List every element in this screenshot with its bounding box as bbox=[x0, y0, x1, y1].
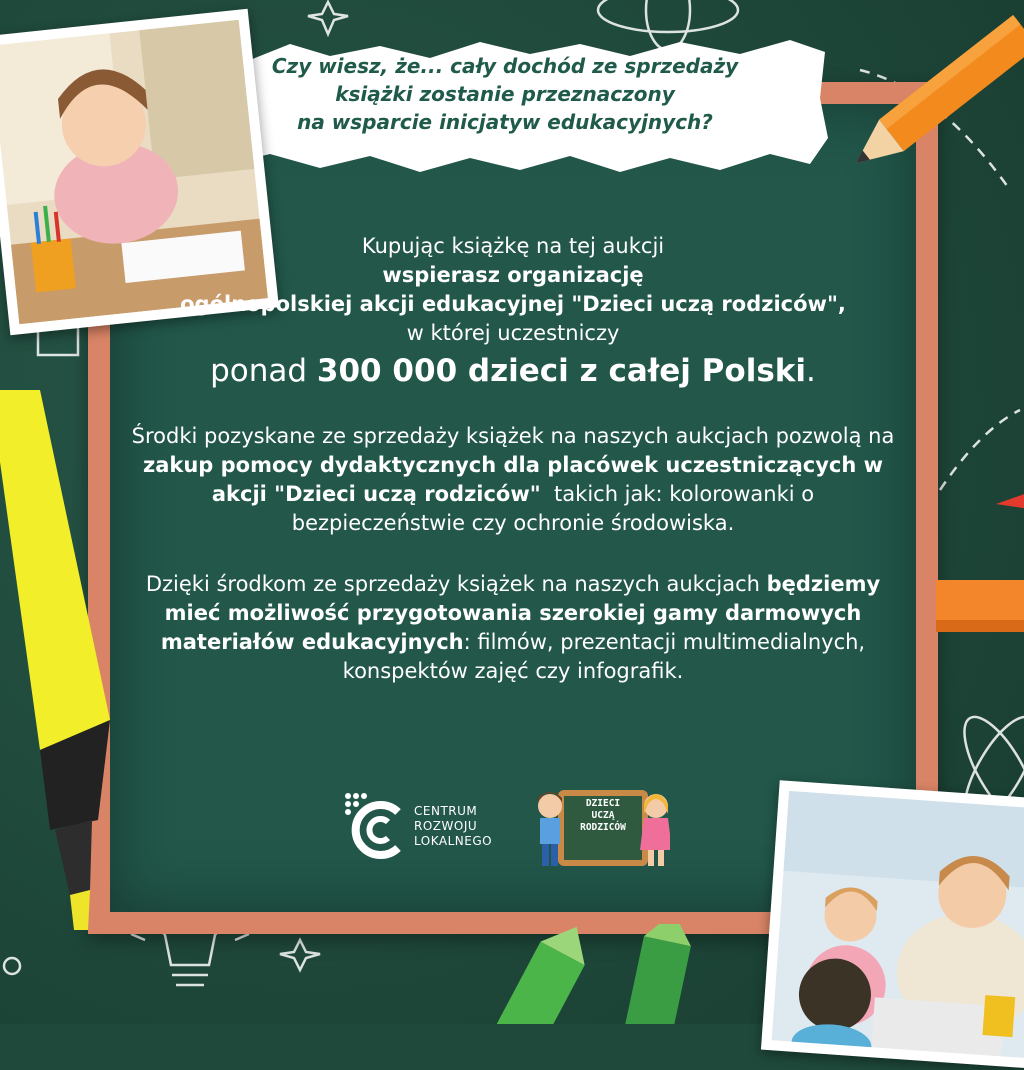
photo-image bbox=[772, 791, 1024, 1059]
text-span: Środki pozyskane ze sprzedaży książek na naszych aukcjach pozwolą na bbox=[131, 424, 895, 448]
logo-dzieci-ucza-rodzicow bbox=[536, 786, 670, 872]
text-span: Dzięki środkom ze sprzedaży książek na naszych aukcjach bbox=[145, 572, 767, 596]
logo-centrum-rozwoju-lokalnego bbox=[342, 790, 512, 860]
paragraph-auction bbox=[130, 232, 896, 394]
crl-logo-text bbox=[414, 804, 492, 849]
text-span-bold: zakup pomocy dydaktycznych dla placówek uczestniczących w akcji "Dzieci uczą rodziców" bbox=[142, 453, 884, 506]
atom-icon bbox=[598, 0, 738, 32]
duz-logo-text bbox=[568, 798, 638, 834]
photo-teacher-children bbox=[761, 780, 1024, 1070]
pencil-icon bbox=[840, 0, 1024, 200]
text-suffix: . bbox=[806, 353, 816, 389]
star-icon bbox=[280, 940, 320, 970]
star-icon bbox=[308, 2, 348, 34]
text-line-bold: wspierasz organizację bbox=[382, 263, 644, 287]
banner-line: Czy wiesz, że... cały dochód ze sprzedaży bbox=[271, 54, 739, 78]
crayon-icon bbox=[996, 486, 1024, 516]
text-span: : filmów, prezentacji multimedialnych, konspektów zajęć czy infografik. bbox=[342, 630, 866, 683]
crayon-icon bbox=[936, 580, 1024, 640]
banner-question bbox=[180, 52, 830, 136]
crl-line: ROZWOJU bbox=[414, 819, 478, 833]
duz-line: UCZĄ bbox=[591, 810, 615, 821]
text-span-bold: będziemy mieć możliwość przygotowania szerokiej gamy darmowych materiałów edukacyjnych bbox=[160, 572, 881, 654]
text-span: takich jak: kolorowanki o bezpieczeństwie czy ochronie środowiska. bbox=[291, 482, 821, 535]
highlight-number-line bbox=[130, 348, 896, 394]
crl-line: LOKALNEGO bbox=[414, 834, 493, 848]
text-line: w której uczestniczy bbox=[406, 321, 620, 345]
banner-line: książki zostanie przeznaczony bbox=[335, 82, 675, 106]
text-line: Kupując książkę na tej aukcji bbox=[361, 234, 665, 258]
paragraph-materials bbox=[130, 570, 896, 686]
crl-line: CENTRUM bbox=[414, 804, 478, 818]
duz-line: DZIECI bbox=[585, 798, 621, 809]
crl-logo-icon bbox=[342, 790, 412, 860]
highlighter-icon bbox=[0, 390, 130, 950]
paragraph-funds bbox=[130, 422, 896, 538]
text-prefix: ponad bbox=[210, 353, 317, 389]
banner-line: na wsparcie inicjatyw edukacyjnych? bbox=[297, 110, 713, 134]
crayon-icon bbox=[470, 924, 730, 1024]
highlight-number: 300 000 dzieci z całej Polski bbox=[316, 353, 807, 389]
text-line-bold: ogólnopolskiej akcji edukacyjnej "Dzieci uczą rodziców", bbox=[180, 292, 846, 316]
duz-line: RODZICÓW bbox=[580, 822, 626, 833]
